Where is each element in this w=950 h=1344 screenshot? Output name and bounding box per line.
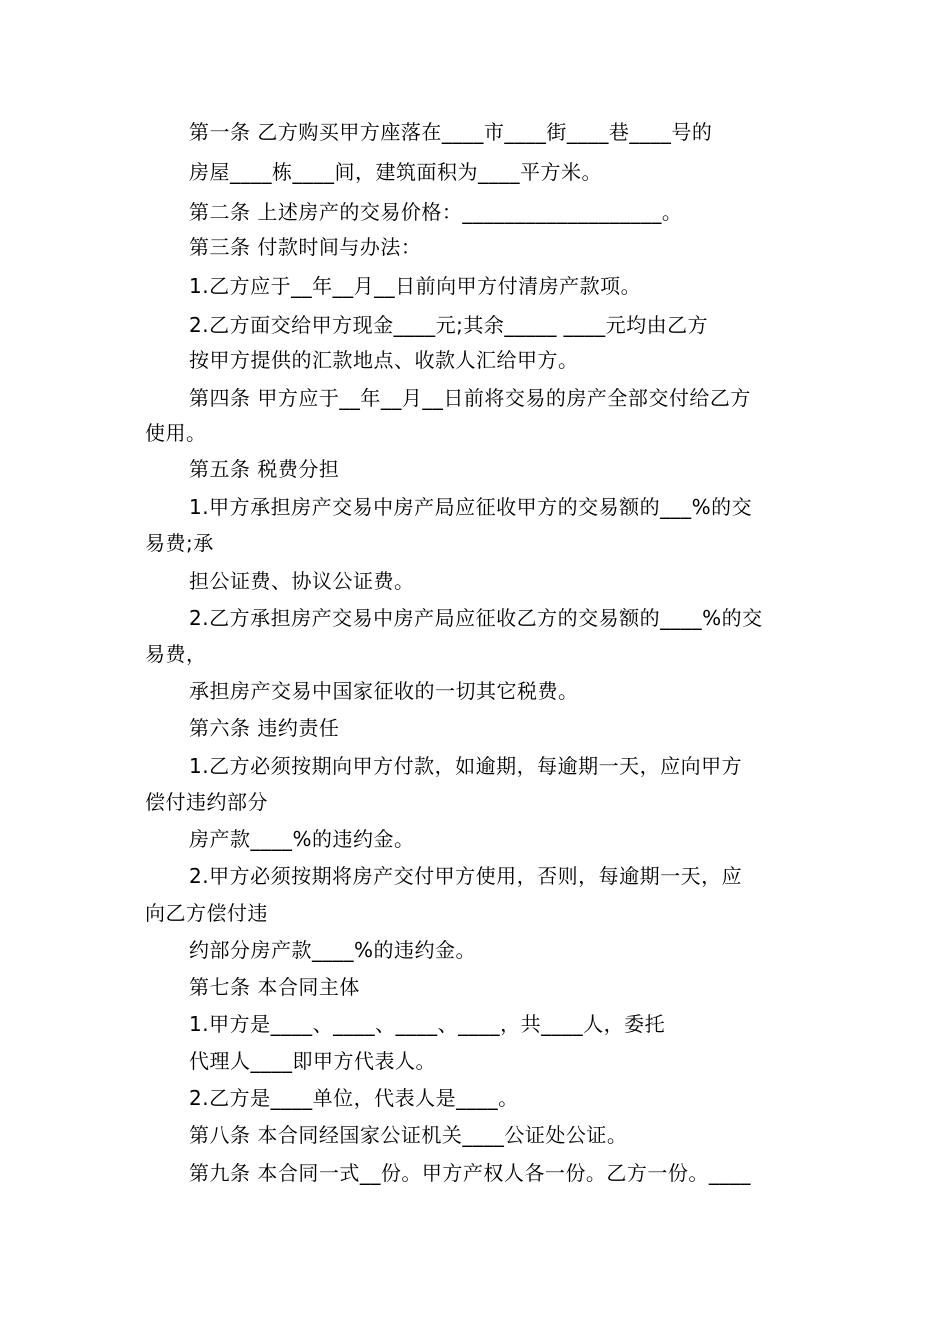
clause-6-item-2: 2.甲方必须按期将房产交付甲方使用，否则，每逾期一天，应 xyxy=(189,864,743,888)
clause-3-heading: 第三条 付款时间与办法： xyxy=(189,235,422,259)
clause-7-item-2: 2.乙方是____单位，代表人是____。 xyxy=(189,1086,519,1110)
clause-5-item-2-wrap: 易费， xyxy=(145,642,207,666)
clause-6-item-2-wrap: 向乙方偿付违 xyxy=(145,901,268,925)
clause-5-item-1: 1.甲方承担房产交易中房产局应征收甲方的交易额的___%的交 xyxy=(189,495,753,519)
clause-5-item-2: 2.乙方承担房产交易中房产局应征收乙方的交易额的____%的交 xyxy=(189,606,763,630)
clause-9: 第九条 本合同一式__份。甲方产权人各一份。乙方一份。____ xyxy=(189,1161,751,1185)
clause-5-item-1-wrap: 易费;承 xyxy=(145,531,214,555)
clause-7-item-1: 1.甲方是____、____、____、____，共____人，委托 xyxy=(189,1012,666,1036)
clause-6-item-1-wrap: 偿付违约部分 xyxy=(145,790,268,814)
clause-1-line-2: 房屋____栋____间，建筑面积为____平方米。 xyxy=(189,160,602,184)
clause-2: 第二条 上述房产的交易价格：___________________。 xyxy=(189,200,683,224)
clause-7-heading: 第七条 本合同主体 xyxy=(189,975,360,999)
clause-7-item-1-cont: 代理人____即甲方代表人。 xyxy=(189,1049,436,1073)
clause-3-item-2: 2.乙方面交给甲方现金____元;其余_____ ____元均由乙方 xyxy=(189,313,709,337)
clause-6-heading: 第六条 违约责任 xyxy=(189,716,340,740)
clause-6-item-1-cont: 房产款____%的违约金。 xyxy=(189,827,415,851)
clause-6-item-2-cont: 约部分房产款____%的违约金。 xyxy=(189,938,477,962)
clause-5-item-1-cont: 担公证费、协议公证费。 xyxy=(189,569,415,593)
clause-3-item-1: 1.乙方应于__年__月__日前向甲方付清房产款项。 xyxy=(189,274,642,298)
clause-1-line-1: 第一条 乙方购买甲方座落在____市____街____巷____号的 xyxy=(189,120,713,144)
clause-8: 第八条 本合同经国家公证机关____公证处公证。 xyxy=(189,1123,628,1147)
clause-4-line-2: 使用。 xyxy=(145,421,207,445)
clause-5-item-2-cont: 承担房产交易中国家征收的一切其它税费。 xyxy=(189,679,579,703)
clause-4-line-1: 第四条 甲方应于__年__月__日前将交易的房产全部交付给乙方 xyxy=(189,386,751,410)
clause-6-item-1: 1.乙方必须按期向甲方付款，如逾期，每逾期一天，应向甲方 xyxy=(189,754,743,778)
clause-3-item-2-cont: 按甲方提供的汇款地点、收款人汇给甲方。 xyxy=(189,348,579,372)
clause-5-heading: 第五条 税费分担 xyxy=(189,457,340,481)
